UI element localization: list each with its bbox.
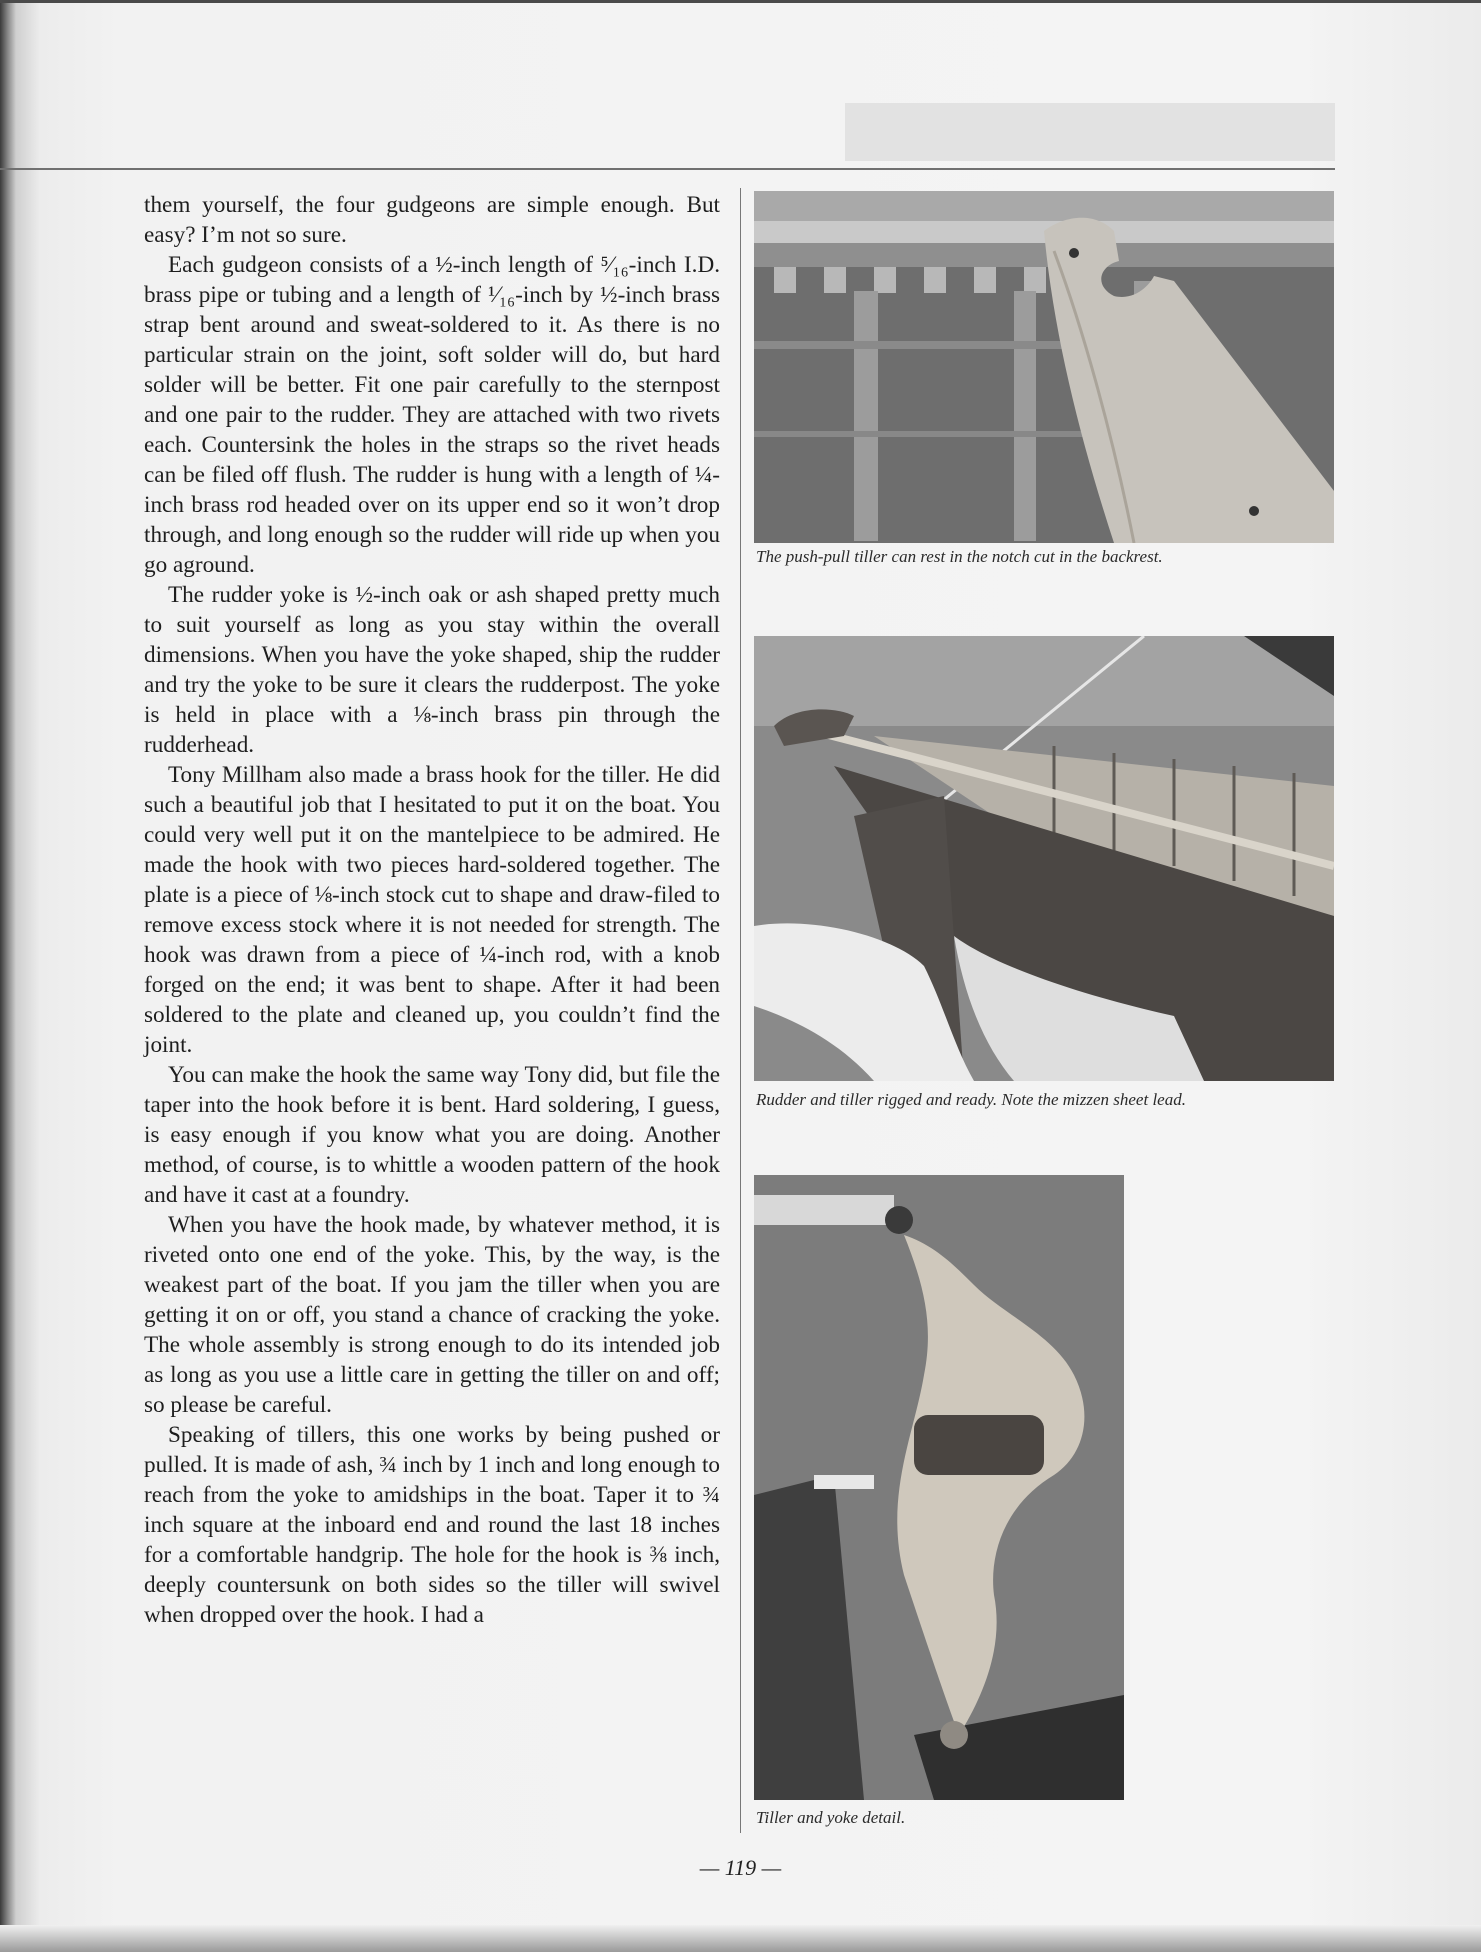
body-text-column [144, 190, 720, 1630]
yoke-photo-icon [754, 1175, 1124, 1800]
figure-caption: Rudder and tiller rigged and ready. Note the mizzen sheet lead. [756, 1090, 1186, 1109]
figure-caption: The push-pull tiller can rest in the notch cut in the backrest. [756, 547, 1163, 566]
paragraph: You can make the hook the same way Tony did, but file the taper into the hook before it is bent. Hard soldering, I guess, is easy enough if you know what you are doing. Another method, of course, is to whittle a wooden pattern of the hook and have it cast at a foundry. [144, 1062, 720, 1208]
paragraph: Each gudgeon consists of a ½-inch length of ⁵⁄₁₆-inch I.D. brass pipe or tubing and a length of ¹⁄₁₆-inch by ½-inch brass strap bent around and sweat-soldered to it. As there is no particular strain on the joint, soft solder will do, but hard solder will be better. Fit one pair carefully to the sternpost and one pair to the rudder. They are attached with two rivets each. Countersink the holes in the straps so the rivet heads can be filed off flush. The rudder is hung with a length of ¼-inch brass rod headed over on its upper end so it won’t drop through, and long enough so the rudder will ride up when you go aground. [144, 252, 720, 578]
page-number: — 119 — [699, 1855, 782, 1880]
rudder-photo-icon [754, 636, 1334, 1081]
header-shadow [845, 103, 1335, 161]
paragraph: When you have the hook made, by whatever method, it is riveted onto one end of the yoke. This, by the way, is the weakest part of the boat. If you jam the tiller when you are getting it on or off, you stand a chance of cracking the yoke. The whole assembly is strong enough to do its intended job as long as you use a little care in getting the tiller on and off; so please be careful. [144, 1212, 720, 1418]
figure-caption: Tiller and yoke detail. [756, 1808, 906, 1827]
paragraph: Speaking of tillers, this one works by being pushed or pulled. It is made of ash, ¾ inch by 1 inch and long enough to reach from the yoke to amidships in the boat. Taper it to ¾ inch square at the inboard end and round the last 18 inches for a comfortable handgrip. The hole for the hook is ⅜ inch, deeply countersunk on both sides so the tiller will swivel when dropped over the hook. I had a [144, 1422, 720, 1628]
header-rule [0, 168, 1335, 170]
backrest-photo-icon [754, 191, 1334, 543]
paragraph: them yourself, the four gudgeons are simple enough. But easy? I’m not so sure. [144, 192, 720, 248]
column-divider [740, 188, 741, 1833]
top-edge-rule [0, 0, 1481, 3]
paragraph: The rudder yoke is ½-inch oak or ash shaped pretty much to suit yourself as long as you stay within the overall dimensions. When you have the yoke shaped, ship the rudder and try the yoke to be sure it clears the rudderpost. The yoke is held in place with a ⅛-inch brass pin through the rudderhead. [144, 582, 720, 758]
paragraph: Tony Millham also made a brass hook for the tiller. He did such a beautiful job that I hesitated to put it on the boat. You could very well put it on the mantelpiece to be admired. He made the hook with two pieces hard-soldered together. The plate is a piece of ⅛-inch stock cut to shape and draw-filed to remove excess stock where it is not needed for strength. The hook was drawn from a piece of ¼-inch rod, with a knob forged on the end; it was bent to shape. After it had been soldered to the plate and cleaned up, you couldn’t find the joint. [144, 762, 720, 1058]
bottom-edge-shadow [0, 1925, 1481, 1952]
